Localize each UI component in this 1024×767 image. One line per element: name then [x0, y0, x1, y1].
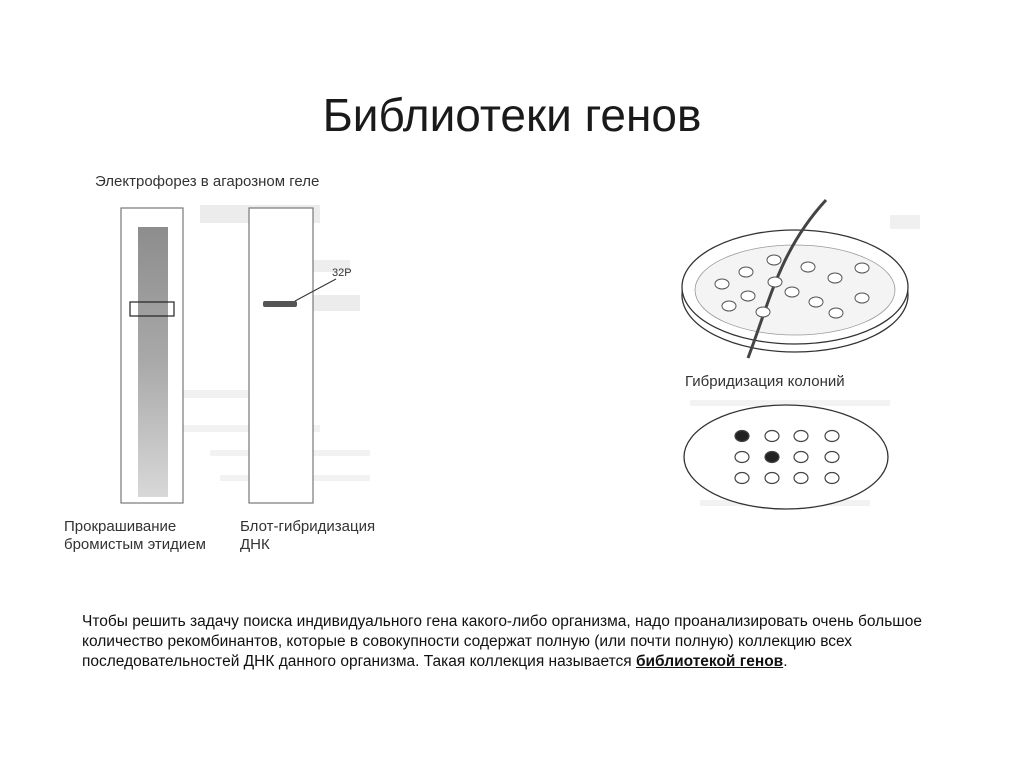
isotope-label: 32P [332, 267, 352, 279]
definition-paragraph [82, 612, 952, 672]
gel-blot-frame [249, 208, 313, 503]
slide-title: Библиотеки генов [322, 89, 702, 141]
gel-blot-panel [249, 208, 352, 503]
positive-spot [735, 431, 749, 442]
blot-caption: Блот-гибридизация ДНК [240, 518, 376, 553]
positive-spot [765, 452, 779, 463]
blot-band [263, 301, 297, 307]
paragraph-text: Чтобы решить задачу поиска индивидуального гена какого-либо организма, надо проанализировать очень большое количество рекомбинантов, которые в совокупности содержат полную (или почти полную) коллекцию всех последовательностей ДНК данного организма. Такая коллекция называется [82, 613, 922, 670]
gel-caption: Электрофорез в агарозном геле [95, 173, 320, 190]
hybridization-membrane [684, 405, 888, 509]
gel-stain-lane [138, 227, 168, 497]
gel-stain-panel [121, 208, 183, 503]
paragraph-end: . [783, 653, 788, 670]
paragraph-term: библиотекой генов [635, 653, 784, 670]
membrane-outline [684, 405, 888, 509]
petri-dish [682, 200, 908, 358]
hybridization-caption: Гибридизация колоний [685, 373, 845, 390]
stain-caption: Прокрашивание бромистым этидием [64, 518, 206, 553]
